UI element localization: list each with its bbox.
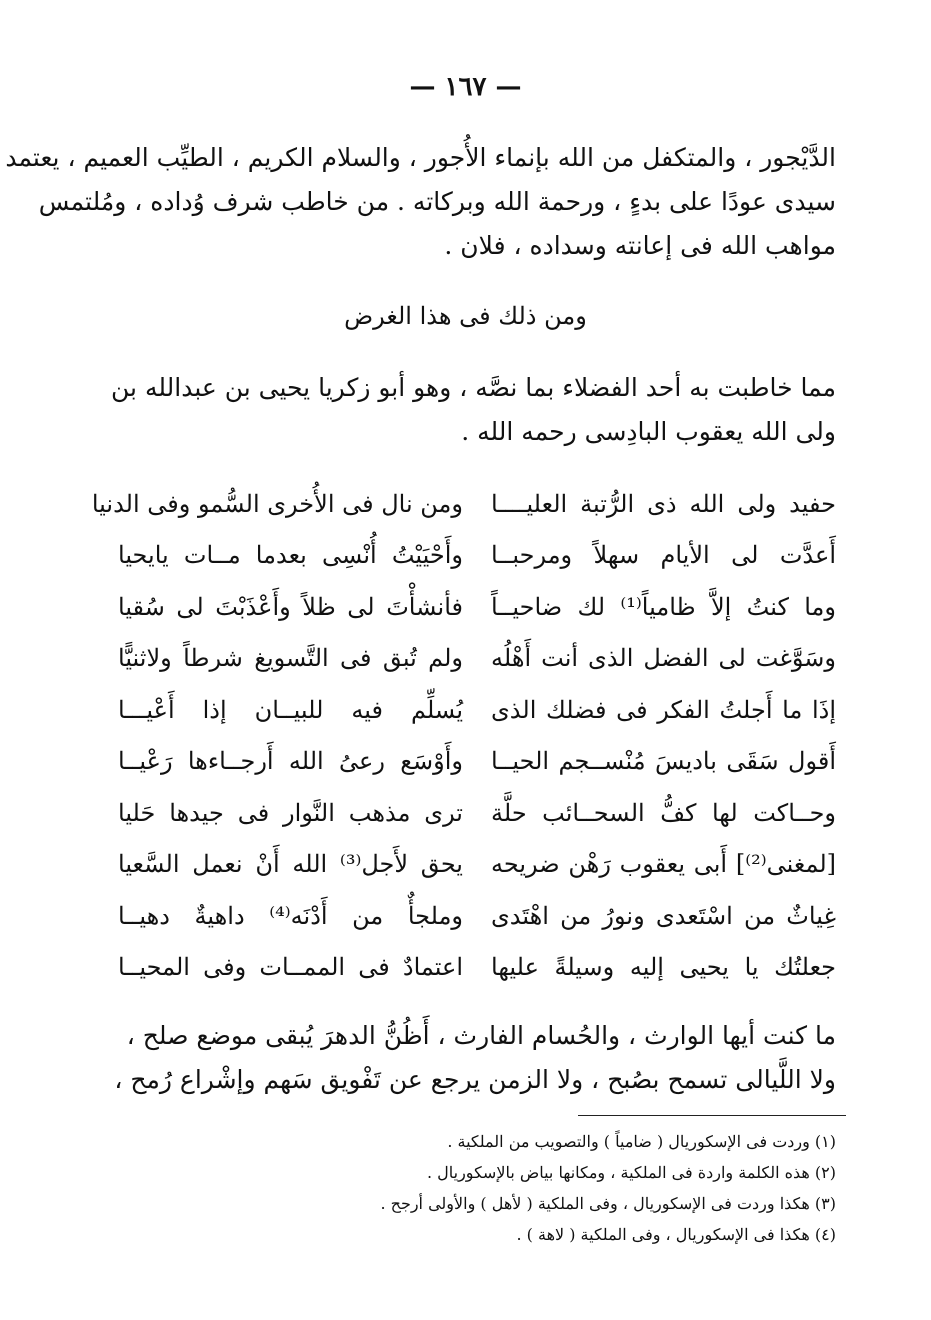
verse-second-hemistich: وملجأٌ من أَدْنَه⁽⁴⁾ داهيةٌ دهيــا [118, 901, 464, 930]
text-line: الدَّيْجور ، والمتكفل من الله بإنماء الأُجور ، والسلام الكريم ، الطيِّب العميم ، يعتمد [5, 143, 836, 172]
poem-verse [118, 581, 836, 633]
closing-paragraph [114, 1014, 836, 1102]
intro-paragraph [111, 366, 836, 454]
verse-second-hemistich: اعتمادٌ فى الممــات وفى المحيــا [118, 953, 463, 982]
verse-first-hemistich: حفيد ولى الله ذى الرُّتبة العليــــا [491, 489, 836, 518]
verse-second-hemistich: ومن نال فى الأُخرى السُّمو وفى الدنيا [91, 489, 463, 518]
verse-second-hemistich: يُسلِّم فيه للبيــان إذا أَعْيـــا [118, 695, 463, 724]
text-line: سيدى عودًا على بدءٍ ، ورحمة الله وبركاته . من خاطب شرف وُداده ، ومُلتمس [38, 187, 836, 216]
text-line: ولى الله يعقوب البادِسى رحمه الله . [461, 417, 836, 446]
verse-first-hemistich: [لمغنى⁽²⁾] أَبى يعقوب رَهْن ضريحه [491, 850, 836, 879]
text-line: ولا اللَّيالى تسمح بصُبح ، ولا الزمن يرجع عن تَفْويق سَهم وإشْراع رُمح ، [114, 1065, 836, 1094]
verse-second-hemistich: ولم تُبق فى التَّسويغ شرطاً ولاثنيًّا [118, 644, 463, 673]
poem-verse [118, 684, 836, 736]
verse-first-hemistich: جعلتُك يا يحيى إليه وسيلةً عليها [491, 953, 836, 982]
verse-first-hemistich: أَعدَّت لى الأيام سهلاً ومرحبــا [491, 541, 836, 570]
poem-verse [91, 478, 836, 530]
footnote: (٢) هذه الكلمة واردة فى الملكية ، ومكانها بياض بالإسكوريال . [426, 1163, 836, 1182]
footnote-divider [578, 1115, 846, 1116]
verse-second-hemistich: يحق لأَجل⁽³⁾ الله أَنْ نعمل السَّعيا [118, 850, 463, 879]
text-line: مواهب الله فى إعانته وسداده ، فلان . [444, 231, 836, 260]
poem-verse [118, 942, 836, 994]
section-heading: ومن ذلك فى هذا الغرض [344, 302, 587, 330]
footnote: (١) وردت فى الإسكوريال ( ضامياً ) والتصويب من الملكية . [447, 1132, 836, 1151]
footnotes [118, 1126, 836, 1250]
verse-second-hemistich: وأَحْيَيْتُ أُنْسِى بعدما مــات يايحيا [118, 541, 463, 570]
verse-first-hemistich: وسَوَّغت لى الفضل الذى أنت أَهْلُه [491, 644, 836, 673]
footnote: (٣) هكذا وردت فى الإسكوريال ، وفى الملكية ( لأهل ) والأولى أرجح . [380, 1194, 836, 1213]
text-line: مما خاطبت به أحد الفضلاء بما نصَّه ، وهو أبو زكريا يحيى بن عبدالله بن [111, 373, 836, 402]
verse-first-hemistich: غِياثٌ من اسْتَعدى ونورُ من اهْتَدى [491, 901, 836, 930]
poem-verse [118, 787, 836, 839]
verse-first-hemistich: أَقول سَقَى باديسَ مُنْســجم الحيــا [491, 747, 836, 776]
top-paragraph [5, 136, 836, 268]
verse-first-hemistich: إذَا ما أَجلتُ الفكر فى فضلك الذى [491, 695, 836, 724]
poem-verse [118, 839, 836, 891]
verse-second-hemistich: ترى مذهب النَّوار فى جيدها حَليا [118, 798, 463, 827]
footnote: (٤) هكذا فى الإسكوريال ، وفى الملكية ( لاهة ) . [516, 1225, 836, 1244]
page-number: — ١٦٧ — [409, 72, 522, 102]
poem-verse [118, 890, 836, 942]
poem-verse [118, 530, 836, 582]
verse-second-hemistich: وأَوْسَع رعىُ الله أَرجــاءها رَعْيــا [118, 747, 463, 776]
verse-second-hemistich: فأنشأْتَ لى ظلاً وأَعْذَبْتَ لى سُقيا [118, 592, 463, 621]
poem [91, 478, 837, 993]
text-line: ما كنت أيها الوارث ، والحُسام الفارث ، أَظُنُّ الدهرَ يُبقى موضع صلح ، [126, 1021, 836, 1050]
poem-verse [118, 633, 836, 685]
poem-verse [118, 736, 836, 788]
verse-first-hemistich: وحــاكت لها كفُّ السحــائب حلَّة [491, 798, 836, 827]
verse-first-hemistich: وما كنتُ إلاَّ ظامياً⁽¹⁾ لك ضاحيــاً [491, 592, 837, 621]
